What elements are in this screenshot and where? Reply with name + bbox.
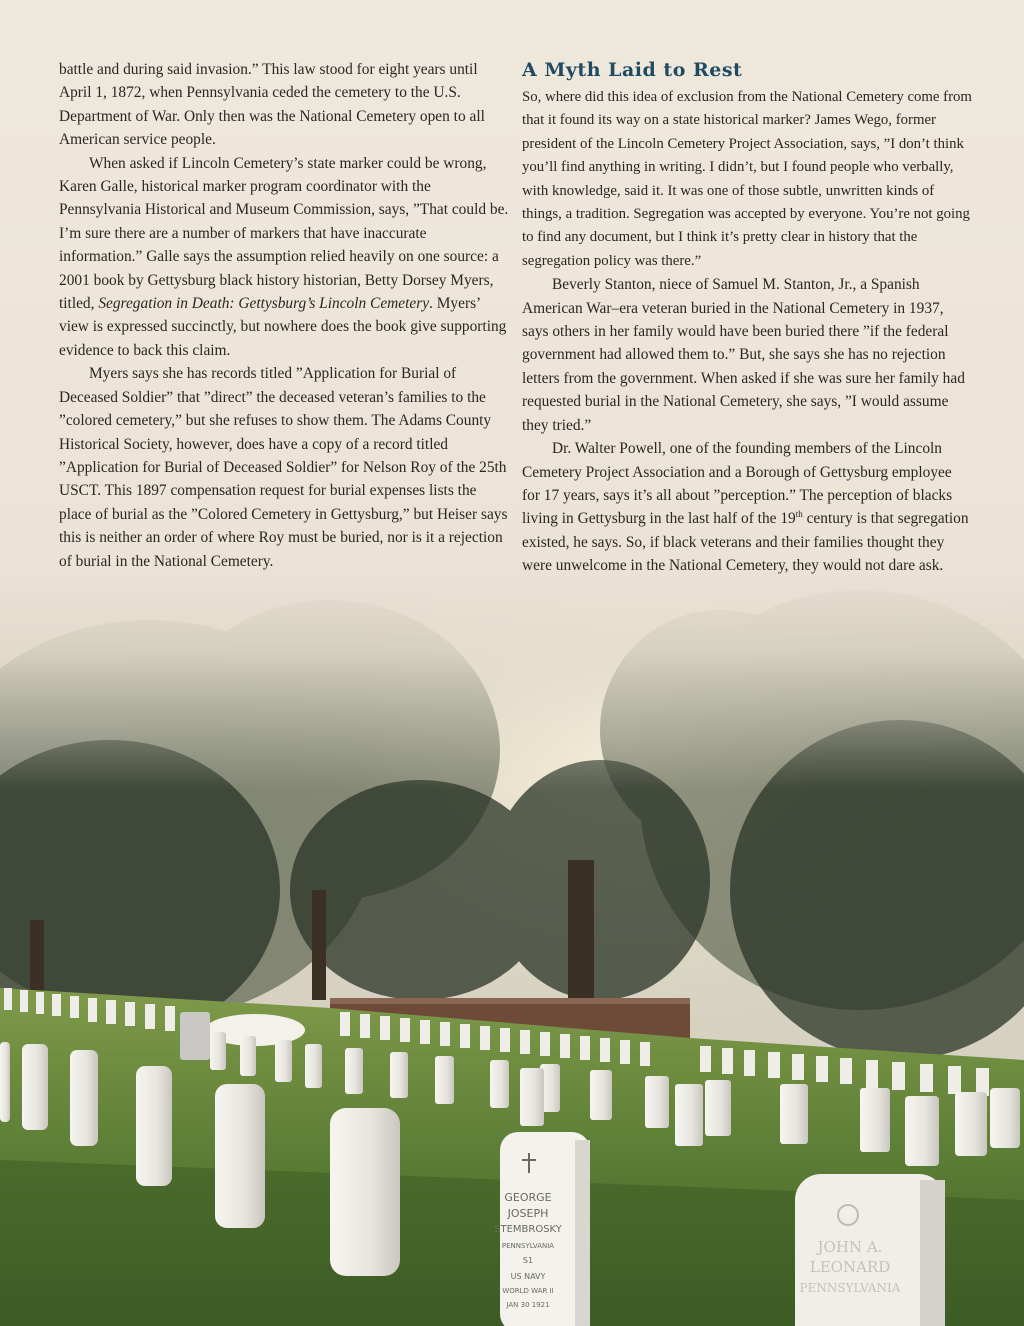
left-column	[59, 58, 509, 573]
section-heading: A Myth Laid to Rest	[522, 59, 743, 81]
ordinal-superscript: th	[795, 509, 803, 520]
headstone-line-4: PENNSYLVANIA	[501, 1242, 555, 1250]
right-paragraph-3-end: century is that segregation existed, he says. So, if black veterans and their families thought they were unwelcome in the National Cemetery, they would not dare ask.	[522, 510, 969, 575]
headstone-line-8: JAN 30 1921	[506, 1301, 550, 1309]
headstone-stembrosky	[494, 1132, 590, 1326]
right-column	[522, 58, 972, 578]
left-paragraph-2-end: . Myers’ view is expressed succinctly, but nowhere does the book give supporting evidence to back this claim.	[59, 295, 507, 359]
headstone-line-3: STEMBROSKY	[494, 1224, 562, 1235]
right-paragraph-2: Beverly Stanton, niece of Samuel M. Stanton, Jr., a Spanish American War–era veteran buried in the National Cemetery in 1937, says others in her family would have been buried there ”if the federal government had allowed them to.” But, she says she has no rejection letters from the government. When asked if she was sure her family had requested burial in the National Cemetery, she says, ”I would assume they tried.”	[522, 276, 965, 434]
left-paragraph-2	[59, 152, 509, 363]
headstone-line-5: S1	[522, 1256, 534, 1265]
left-paragraph-2-start: When asked if Lincoln Cemetery’s state marker could be wrong, Karen Galle, historical marker program coordinator with the Pennsylvania Historical and Museum Commission, says, ”That could be. I’m sure there are a number of markers that have inaccurate information.” Galle says the assumption relied heavily on one source: a 2001 book by Gettysburg black history historian, Betty Dorsey Myers, titled,	[59, 154, 509, 313]
book-title: Segregation in Death: Gettysburg’s Lincoln Cemetery	[98, 295, 430, 313]
right-paragraph-3	[522, 437, 972, 577]
headstone-line-7: WORLD WAR II	[502, 1287, 554, 1295]
headstone-leonard	[795, 1174, 945, 1326]
headstone-right-line-3: PENNSYLVANIA	[799, 1281, 901, 1295]
headstone-line-1: GEORGE	[504, 1191, 552, 1204]
right-paragraph-1: So, where did this idea of exclusion from the National Cemetery come from that it found its way on a state historical marker? James Wego, former president of the Lincoln Cemetery Project Association, says, ”I don’t think you’ll find anything in writing. I didn’t, but I found people who verbally, with knowledge, said it. It was one of those subtle, unwritten kinds of things, a tradition. Segregation was accepted by everyone. You’re not going to find any document, but I think it’s pretty clear in history that the segregation policy was there.”	[522, 89, 972, 269]
headstone-right-line-2: LEONARD	[809, 1258, 891, 1276]
cemetery-photo	[0, 560, 1024, 1326]
headstone-right-line-1: JOHN A.	[817, 1238, 883, 1256]
left-paragraph-3: Myers says she has records titled ”Application for Burial of Deceased Soldier” that ”direct” the deceased veteran’s families to the ”colored cemetery,” but she refuses to show them. The Adams County Historical Society, however, does have a copy of a record titled ”Application for Burial of Deceased Soldier” for Nelson Roy of the 25th USCT. This 1897 compensation request for burial expenses lists the place of burial as the ”Colored Cemetery in Gettysburg,” but Heiser says this is neither an order of where Roy must be buried, nor is it a rejection of burial in the National Cemetery.	[59, 365, 508, 570]
headstone-line-2: JOSEPH	[507, 1207, 549, 1220]
left-paragraph-1: battle and during said invasion.” This law stood for eight years until April 1, 1872, when Pennsylvania ceded the cemetery to the U.S. Department of War. Only then was the National Cemetery open to all American service people.	[59, 61, 485, 149]
headstone-line-6: US NAVY	[510, 1272, 546, 1281]
right-paragraph-3-start: Dr. Walter Powell, one of the founding members of the Lincoln Cemetery Project Association and a Borough of Gettysburg employee for 17 years, says it’s all about ”perception.” The perception of blacks living in Gettysburg in the last half of the 19	[522, 440, 953, 528]
